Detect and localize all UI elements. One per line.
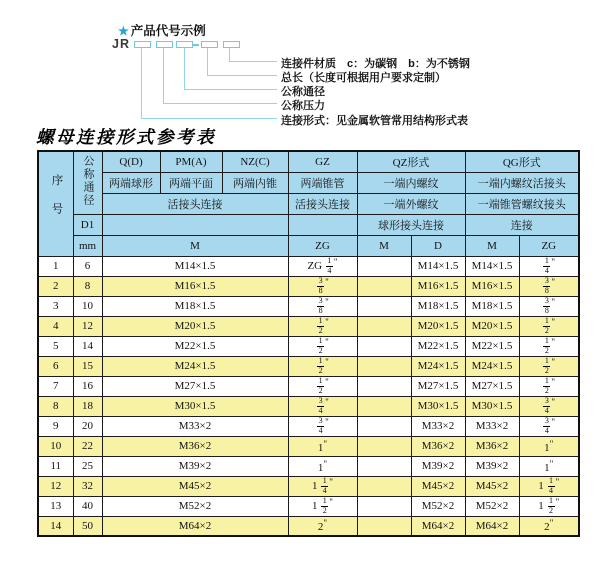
cell-qz_m — [357, 376, 411, 396]
cell-seq: 6 — [38, 356, 73, 376]
empty-cell — [102, 214, 288, 235]
cell-gz: $\frac{1}{2}$ " — [288, 376, 357, 396]
cell-qz_d: M36×2 — [411, 436, 465, 456]
header-row-5 — [38, 235, 579, 256]
cell-qg_m: M14×1.5 — [465, 256, 519, 276]
cell-qg_zg: $\frac{3}{4}$ " — [519, 416, 579, 436]
cell-qz_d: M22×1.5 — [411, 336, 465, 356]
cell-qg_zg: $\frac{1}{2}$ " — [519, 356, 579, 376]
cell-m: M30×1.5 — [102, 396, 288, 416]
header-code-gz: GZ — [288, 151, 357, 172]
cell-mm: 8 — [73, 276, 102, 296]
cell-qg_m: M24×1.5 — [465, 356, 519, 376]
header-dia: 公称通径 — [73, 151, 102, 214]
cell-mm: 40 — [73, 496, 102, 516]
star-icon: ★ — [118, 24, 129, 38]
code-dash — [193, 44, 199, 46]
cell-qz_d: M20×1.5 — [411, 316, 465, 336]
table-row — [38, 456, 579, 476]
cell-qg_zg: $\frac{3}{4}$ " — [519, 396, 579, 416]
header-code-nz: NZ(C) — [222, 151, 288, 172]
table-row — [38, 316, 579, 336]
cell-mm: 50 — [73, 516, 102, 536]
cell-m: M52×2 — [102, 496, 288, 516]
cell-mm: 6 — [73, 256, 102, 276]
code-box-4 — [201, 41, 218, 48]
cell-qg_m: M52×2 — [465, 496, 519, 516]
cell-qg_zg: $\frac{1}{2}$ " — [519, 376, 579, 396]
table-row — [38, 396, 579, 416]
cell-seq: 14 — [38, 516, 73, 536]
cell-qg_zg: 1" — [519, 456, 579, 476]
header-m-span: M — [102, 235, 288, 256]
cell-gz: $\frac{3}{8}$ " — [288, 296, 357, 316]
cell-qg_m: M64×2 — [465, 516, 519, 536]
cell-seq: 2 — [38, 276, 73, 296]
cell-qz_m — [357, 256, 411, 276]
cell-qg_zg: $\frac{1}{2}$ " — [519, 336, 579, 356]
cell-gz: $\frac{1}{2}$ " — [288, 336, 357, 356]
cell-qg_m: M20×1.5 — [465, 316, 519, 336]
cell-seq: 3 — [38, 296, 73, 316]
product-code-prefix: JR — [112, 37, 130, 51]
cell-qz_m — [357, 436, 411, 456]
header-desc-qz: 一端内螺纹 — [357, 172, 465, 193]
cell-qg_zg: $\frac{1}{2}$ " — [519, 316, 579, 336]
table-row — [38, 256, 579, 276]
cell-gz: $\frac{1}{2}$ " — [288, 316, 357, 336]
cell-qg_zg: 1 $\frac{1}{2}$ " — [519, 496, 579, 516]
cell-qz_m — [357, 356, 411, 376]
cell-qg_m: M45×2 — [465, 476, 519, 496]
connector-line-connection — [141, 48, 277, 119]
code-box-3 — [176, 41, 193, 48]
cell-gz: 1 $\frac{1}{2}$ " — [288, 496, 357, 516]
cell-qz_m — [357, 316, 411, 336]
cell-mm: 15 — [73, 356, 102, 376]
cell-qz_d: M16×1.5 — [411, 276, 465, 296]
cell-gz: 1" — [288, 456, 357, 476]
cell-qz_m — [357, 456, 411, 476]
table-body — [38, 256, 579, 536]
cell-mm: 25 — [73, 456, 102, 476]
diagram-title-text: 产品代号示例 — [130, 24, 206, 38]
cell-seq: 4 — [38, 316, 73, 336]
cell-mm: 12 — [73, 316, 102, 336]
cell-qz_d: M18×1.5 — [411, 296, 465, 316]
cell-mm: 10 — [73, 296, 102, 316]
table-title: 螺母连接形式参考表 — [36, 127, 216, 147]
cell-qz_d: M39×2 — [411, 456, 465, 476]
code-box-5 — [223, 41, 240, 48]
cell-seq: 8 — [38, 396, 73, 416]
label-pressure: 公称压力 — [281, 100, 325, 112]
cell-seq: 5 — [38, 336, 73, 356]
cell-qz_d: M64×2 — [411, 516, 465, 536]
nut-connection-table — [37, 150, 580, 537]
cell-qz_d: M27×1.5 — [411, 376, 465, 396]
cell-qg_m: M16×1.5 — [465, 276, 519, 296]
cell-seq: 11 — [38, 456, 73, 476]
cell-qz_m — [357, 516, 411, 536]
cell-m: M24×1.5 — [102, 356, 288, 376]
cell-mm: 22 — [73, 436, 102, 456]
cell-gz: 1" — [288, 436, 357, 456]
header-desc-nz: 两端内锥 — [222, 172, 288, 193]
header-qg-m: M — [465, 235, 519, 256]
cell-qg_m: M36×2 — [465, 436, 519, 456]
cell-qz_m — [357, 296, 411, 316]
table-row — [38, 496, 579, 516]
cell-m: M36×2 — [102, 436, 288, 456]
header-qz-d: D — [411, 235, 465, 256]
header-desc-pm: 两端平面 — [160, 172, 222, 193]
cell-m: M27×1.5 — [102, 376, 288, 396]
table-row — [38, 276, 579, 296]
cell-m: M18×1.5 — [102, 296, 288, 316]
cell-qg_zg: $\frac{3}{8}$ " — [519, 276, 579, 296]
cell-qg_zg: 1" — [519, 436, 579, 456]
table-row — [38, 336, 579, 356]
header-zg-gz: ZG — [288, 235, 357, 256]
cell-mm: 32 — [73, 476, 102, 496]
cell-seq: 12 — [38, 476, 73, 496]
label-diameter: 公称通径 — [281, 86, 325, 98]
cell-m: M45×2 — [102, 476, 288, 496]
cell-gz: $\frac{1}{2}$ " — [288, 356, 357, 376]
cell-qg_m: M22×1.5 — [465, 336, 519, 356]
cell-seq: 1 — [38, 256, 73, 276]
cell-qg_zg: $\frac{1}{4}$ " — [519, 256, 579, 276]
code-box-1 — [134, 41, 151, 48]
cell-qg_m: M39×2 — [465, 456, 519, 476]
cell-gz: $\frac{3}{4}$ " — [288, 416, 357, 436]
header-desc-q: 两端球形 — [102, 172, 160, 193]
header-code-qz: QZ形式 — [357, 151, 465, 172]
table-row — [38, 516, 579, 536]
header-row-3 — [38, 193, 579, 214]
cell-gz: ZG $\frac{1}{4}$ " — [288, 256, 357, 276]
header-desc-qg: 一端内螺纹活接头 — [465, 172, 579, 193]
cell-qz_d: M30×1.5 — [411, 396, 465, 416]
header-code-pm: PM(A) — [160, 151, 222, 172]
cell-gz: $\frac{3}{8}$ " — [288, 276, 357, 296]
label-material: 连接件材质 c：为碳钢 b：为不锈钢 — [281, 58, 470, 70]
cell-qg_m: M33×2 — [465, 416, 519, 436]
cell-seq: 13 — [38, 496, 73, 516]
header-d1: D1 — [73, 214, 102, 235]
cell-qz_m — [357, 336, 411, 356]
cell-qz_m — [357, 276, 411, 296]
cell-m: M39×2 — [102, 456, 288, 476]
cell-qg_zg: 2" — [519, 516, 579, 536]
cell-mm: 18 — [73, 396, 102, 416]
table-row — [38, 296, 579, 316]
cell-qz_d: M45×2 — [411, 476, 465, 496]
header-desc-gz: 两端锥管 — [288, 172, 357, 193]
header-joint3: 活接头连接 — [102, 193, 288, 214]
header-row-4 — [38, 214, 579, 235]
table-row — [38, 436, 579, 456]
cell-qg_m: M27×1.5 — [465, 376, 519, 396]
header-seq: 序号 — [38, 151, 73, 256]
cell-m: M20×1.5 — [102, 316, 288, 336]
cell-mm: 14 — [73, 336, 102, 356]
cell-qz_m — [357, 416, 411, 436]
table-row — [38, 376, 579, 396]
cell-gz: 2" — [288, 516, 357, 536]
cell-mm: 16 — [73, 376, 102, 396]
code-box-2 — [156, 41, 173, 48]
header-row-1 — [38, 151, 579, 172]
cell-qg_zg: $\frac{3}{8}$ " — [519, 296, 579, 316]
cell-m: M64×2 — [102, 516, 288, 536]
cell-qg_m: M30×1.5 — [465, 396, 519, 416]
label-length: 总长（长度可根据用户要求定制） — [281, 72, 446, 84]
cell-qz_d: M33×2 — [411, 416, 465, 436]
cell-qz_d: M14×1.5 — [411, 256, 465, 276]
table-row — [38, 476, 579, 496]
header-row4-qg: 连接 — [465, 214, 579, 235]
cell-qz_m — [357, 496, 411, 516]
cell-gz: 1 $\frac{1}{4}$ " — [288, 476, 357, 496]
header-row3-qz: 一端外螺纹 — [357, 193, 465, 214]
header-row3-qg: 一端锥管螺纹接头 — [465, 193, 579, 214]
cell-m: M33×2 — [102, 416, 288, 436]
header-row4-qz: 球形接头连接 — [357, 214, 465, 235]
header-code-qg: QG形式 — [465, 151, 579, 172]
header-joint-gz: 活接头连接 — [288, 193, 357, 214]
cell-qz_m — [357, 476, 411, 496]
cell-qz_d: M52×2 — [411, 496, 465, 516]
label-connection: 连接形式：见金属软管常用结构形式表 — [281, 115, 468, 127]
cell-qz_d: M24×1.5 — [411, 356, 465, 376]
cell-seq: 9 — [38, 416, 73, 436]
cell-seq: 10 — [38, 436, 73, 456]
header-qz-m: M — [357, 235, 411, 256]
table-row — [38, 356, 579, 376]
cell-m: M22×1.5 — [102, 336, 288, 356]
cell-m: M16×1.5 — [102, 276, 288, 296]
cell-qg_zg: 1 $\frac{1}{4}$ " — [519, 476, 579, 496]
cell-mm: 20 — [73, 416, 102, 436]
diagram-title — [118, 21, 206, 39]
cell-gz: $\frac{3}{4}$ " — [288, 396, 357, 416]
cell-qg_m: M18×1.5 — [465, 296, 519, 316]
cell-seq: 7 — [38, 376, 73, 396]
table-row — [38, 416, 579, 436]
cell-qz_m — [357, 396, 411, 416]
header-row-2 — [38, 172, 579, 193]
header-qg-zg: ZG — [519, 235, 579, 256]
empty-cell — [288, 214, 357, 235]
header-mm: mm — [73, 235, 102, 256]
header-code-q: Q(D) — [102, 151, 160, 172]
cell-m: M14×1.5 — [102, 256, 288, 276]
